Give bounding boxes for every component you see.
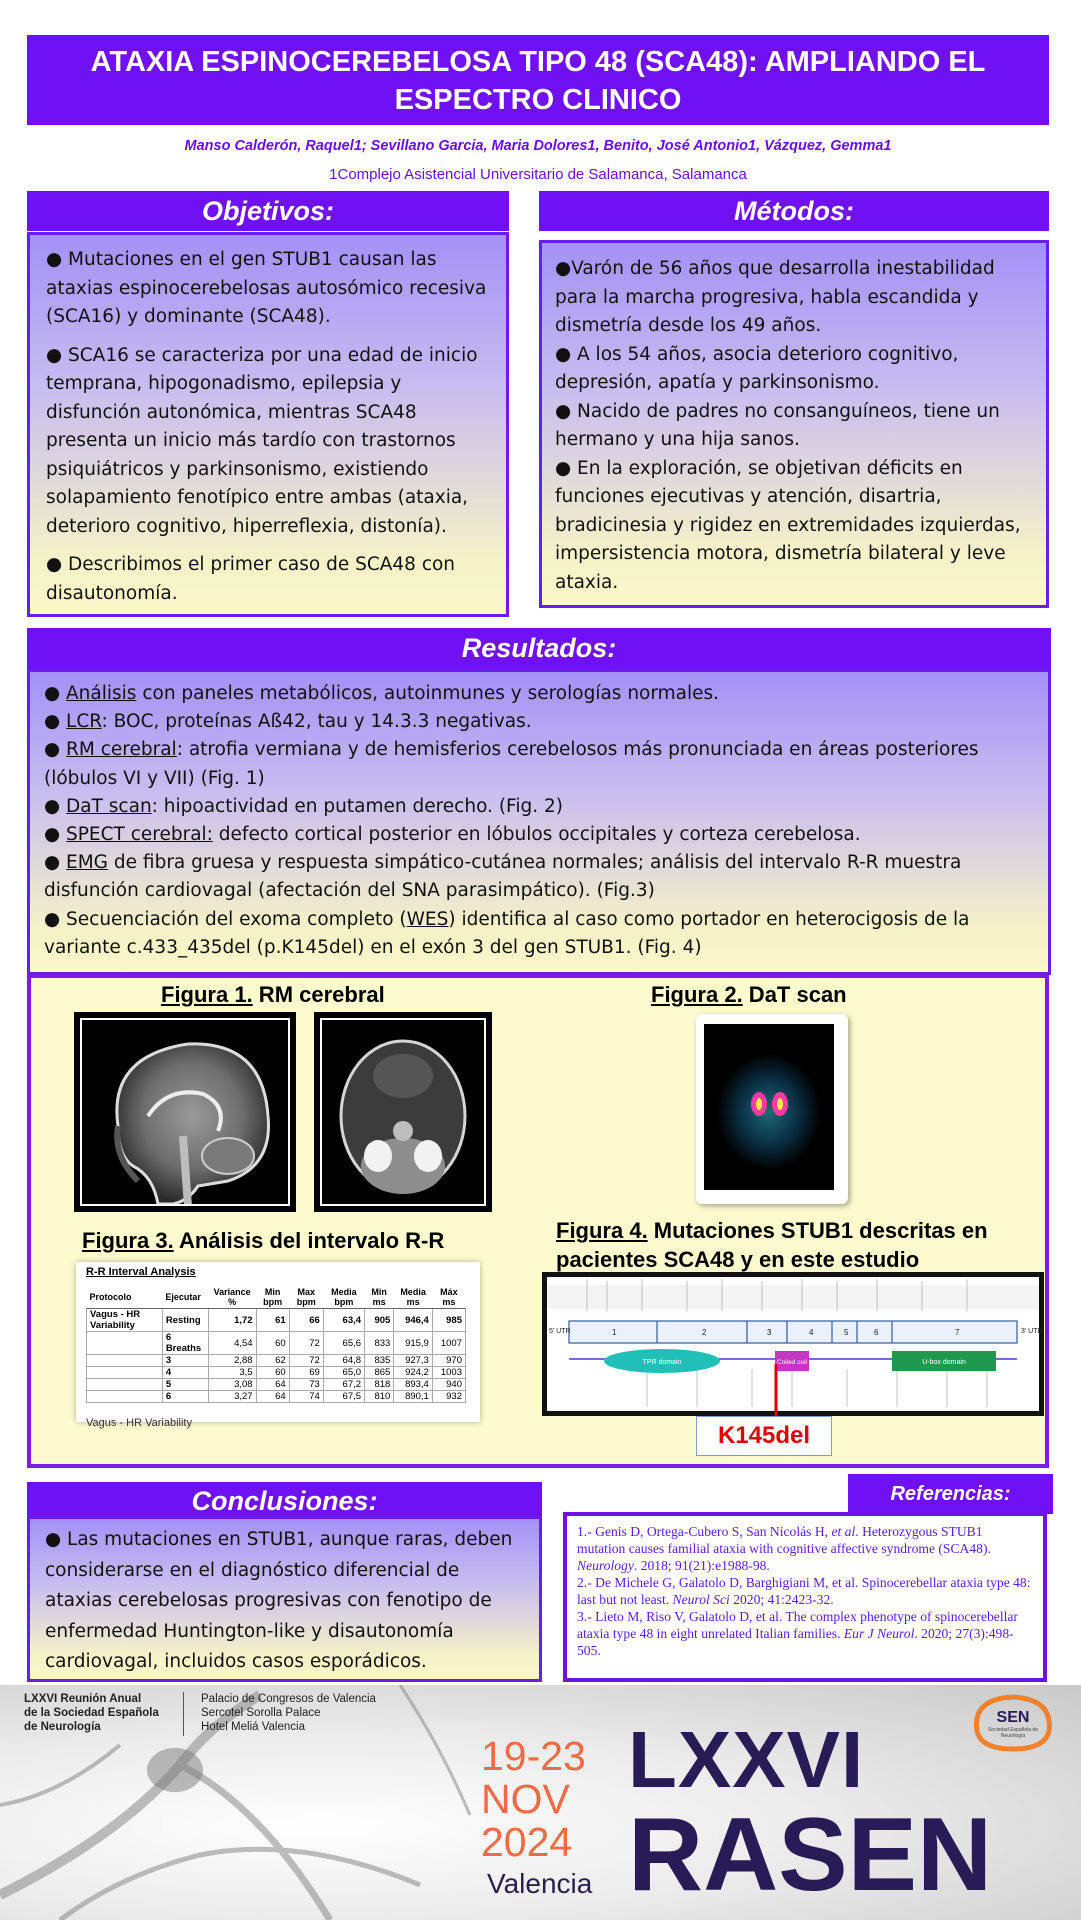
referencias-panel: [563, 1512, 1047, 1682]
exon-label: 4: [809, 1328, 814, 1337]
affiliation: 1Complejo Asistencial Universitario de Salamanca, Salamanca: [329, 166, 747, 183]
meeting-city: Valencia: [487, 1868, 593, 1899]
rr-table-cell: 3,5: [208, 1367, 256, 1379]
rr-table-cell: [87, 1391, 163, 1403]
rr-table-cell: 65,0: [323, 1367, 364, 1379]
reference-item: 2.- De Michele G, Galatolo D, Barghigiani M, et al. Spinocerebellar ataxia type 48: last but not least. Neurol Sci 2020; 41:2423-32.: [577, 1575, 1031, 1607]
rr-table-row: [87, 1309, 466, 1332]
resultados-line: ● DaT scan: hipoactividad en putamen derecho. (Fig. 2): [44, 795, 563, 817]
rr-table-cell: 4,54: [208, 1332, 256, 1355]
resultados-line: ● Análisis con paneles metabólicos, autoinmunes y serologías normales.: [44, 683, 720, 704]
rr-table-cell: 3,08: [208, 1379, 256, 1391]
resultados-line: variante c.433_435del (p.K145del) en el exón 3 del gen STUB1. (Fig. 4): [44, 936, 702, 958]
rr-table-cell: 905: [365, 1309, 394, 1332]
sen-logo: SEN Sociedad Española de Neurología: [967, 1691, 1059, 1753]
rr-table-cell: 5: [162, 1379, 208, 1391]
rr-table-cell: 924,2: [394, 1367, 433, 1379]
rr-table-cell: 72: [289, 1355, 323, 1367]
objetivos-item: ● Mutaciones en el gen STUB1 causan las ataxias espinocerebelosas autosómico recesiva (SCA16) y dominante (SCA48).: [46, 249, 487, 327]
rr-table-cell: 927,3: [394, 1355, 433, 1367]
rr-table-header: Protocolo: [87, 1286, 163, 1309]
utr5-label: 5' UTR: [549, 1328, 571, 1335]
objetivos-item: ● Describimos el primer caso de SCA48 con disautonomía.: [46, 554, 456, 604]
rr-table-cell: 66: [289, 1309, 323, 1332]
exon-label: 2: [702, 1328, 707, 1337]
coiled-coil-label: Coiled coil: [777, 1359, 807, 1366]
rr-table-cell: 915,9: [394, 1332, 433, 1355]
rr-table-cell: 3: [162, 1355, 208, 1367]
metodos-heading: Métodos:: [539, 191, 1049, 231]
exon-label: 6: [874, 1328, 879, 1337]
figures-panel: [27, 974, 1049, 1468]
rr-table-cell: 1003: [432, 1367, 465, 1379]
metodos-panel: [539, 240, 1049, 608]
rr-table-cell: 73: [289, 1379, 323, 1391]
rr-table-row: [87, 1379, 466, 1391]
objetivos-item: ● SCA16 se caracteriza por una edad de inicio temprana, hipogonadismo, epilepsia y disfunción autonómica, mientras SCA48 presenta un inicio más tardío con trastornos psiquiátricos y parkinsonismo, existiendo solapamiento fenotípico entre ambas (ataxia, deterioro cognitivo, hiperreflexia, distonía).: [46, 344, 478, 537]
rr-interval-table: [76, 1262, 480, 1429]
rr-table-header: Ejecutar: [162, 1286, 208, 1309]
rr-table-cell: 835: [365, 1355, 394, 1367]
rr-table-cell: 60: [256, 1367, 289, 1379]
rr-table-cell: 64,8: [323, 1355, 364, 1367]
conclusiones-panel: [27, 1516, 542, 1682]
rr-table-header: Min bpm: [256, 1286, 289, 1309]
footer-big-roman: LXXVI: [628, 1715, 865, 1804]
rr-table-cell: [87, 1332, 163, 1355]
rr-table-cell: 61: [256, 1309, 289, 1332]
meeting-name: LXXVI Reunión Anual de la Sociedad Española de Neurología: [24, 1693, 159, 1733]
rr-table-cell: 970: [432, 1355, 465, 1367]
exon-label: 1: [612, 1328, 617, 1337]
figure1-caption: Figura 1. RM cerebral: [161, 982, 385, 1007]
referencias-list: [577, 1523, 1033, 1659]
rr-table-cell: Resting: [162, 1309, 208, 1332]
poster-title: ATAXIA ESPINOCEREBELOSA TIPO 48 (SCA48): AMPLIANDO EL ESPECTRO CLINICO: [27, 35, 1049, 125]
rr-table-header: Media bpm: [323, 1286, 364, 1309]
metodos-item: ● Nacido de padres no consanguíneos, tiene un hermano y una hija sanos.: [555, 400, 1000, 450]
resultados-line: disfunción cardiovagal (afectación del SNA parasimpático). (Fig.3): [44, 880, 655, 902]
rr-table-cell: 2,88: [208, 1355, 256, 1367]
ubox-domain-label: U-box domain: [922, 1359, 966, 1366]
rr-table-cell: 64: [256, 1391, 289, 1403]
rr-table-cell: 69: [289, 1367, 323, 1379]
resultados-line: (lóbulos VI y VII) (Fig. 1): [44, 767, 265, 789]
rr-table-cell: 893,4: [394, 1379, 433, 1391]
rr-table-row: [87, 1367, 466, 1379]
reference-item: 1.- Genis D, Ortega-Cubero S, San Nicolás H, et al. Heterozygous STUB1 mutation causes familial ataxia with cognitive affective syndrome (SCA48). Neurology. 2018; 91(21):e1988-98.: [577, 1524, 991, 1573]
rr-table-cell: 985: [432, 1309, 465, 1332]
rr-table-cell: 72: [289, 1332, 323, 1355]
utr3-label: 3' UTR: [1021, 1328, 1043, 1335]
rr-table-cell: 932: [432, 1391, 465, 1403]
rr-table-header: Variance %: [208, 1286, 256, 1309]
resultados-line: ● Secuenciación del exoma completo (WES) identifica al caso como portador en heterocigosis de la: [44, 908, 970, 930]
mutation-label: K145del: [696, 1416, 832, 1456]
rr-table-header: Min ms: [365, 1286, 394, 1309]
rr-table-cell: 1,72: [208, 1309, 256, 1332]
rr-table-row: [87, 1332, 466, 1355]
rr-table-cell: 74: [289, 1391, 323, 1403]
objetivos-panel: [27, 232, 509, 617]
figure4-caption: Figura 4. Mutaciones STUB1 descritas en pacientes SCA48 y en este estudio: [556, 1218, 988, 1272]
footer-big-rasen: RASEN: [628, 1797, 993, 1913]
exon-label: 3: [767, 1328, 772, 1337]
metodos-item: ●Varón de 56 años que desarrolla inestabilidad para la marcha progresiva, habla escandida y dismetría desde los 49 años.: [555, 258, 995, 336]
rr-table-row: [87, 1355, 466, 1367]
rr-table-cell: 946,4: [394, 1309, 433, 1332]
rr-table-cell: 810: [365, 1391, 394, 1403]
rr-table-cell: 63,4: [323, 1309, 364, 1332]
rr-table-cell: [87, 1355, 163, 1367]
rr-table-cell: 60: [256, 1332, 289, 1355]
tpr-domain-label: TPR domain: [642, 1359, 682, 1366]
conclusiones-heading: Conclusiones:: [27, 1482, 542, 1520]
rr-table-header: Max bpm: [289, 1286, 323, 1309]
resultados-line: ● RM cerebral: atrofia vermiana y de hemisferios cerebelosos más pronunciada en áreas posteriores: [44, 739, 979, 761]
objetivos-heading: Objetivos:: [27, 191, 509, 231]
rr-table-cell: 4: [162, 1367, 208, 1379]
rr-table-header: Media ms: [394, 1286, 433, 1309]
reference-item: 3.- Lieto M, Riso V, Galatolo D, et al. The complex phenotype of spinocerebellar ataxia type 48 in eight unrelated Italian families. Eur J Neurol. 2020; 27(3):498-505.: [577, 1609, 1018, 1658]
rr-table-cell: Vagus - HR Variability: [87, 1309, 163, 1332]
rr-table-cell: 940: [432, 1379, 465, 1391]
rr-table-cell: 3,27: [208, 1391, 256, 1403]
referencias-heading: Referencias:: [848, 1474, 1053, 1514]
rr-table-cell: [87, 1379, 163, 1391]
meeting-venues: Palacio de Congresos de Valencia Sercotel Sorolla Palace Hotel Meliá Valencia: [201, 1693, 376, 1733]
rr-table-row: [87, 1391, 466, 1403]
rr-table-title: R-R Interval Analysis: [86, 1266, 196, 1278]
figure3-caption: Figura 3. Análisis del intervalo R-R: [82, 1228, 445, 1253]
rr-table-cell: 1007: [432, 1332, 465, 1355]
resultados-line: ● SPECT cerebral: defecto cortical posterior en lóbulos occipitales y corteza cerebelosa.: [44, 824, 861, 846]
rr-table-cell: 818: [365, 1379, 394, 1391]
rr-table-cell: 865: [365, 1367, 394, 1379]
metodos-item: ● En la exploración, se objetivan déficits en funciones ejecutivas y atención, disartria, bradicinesia y rigidez en extremidades izquierdas, impersistencia motora, dismetría bilateral y leve ataxia.: [555, 457, 1021, 593]
rr-table-header: Máx ms: [432, 1286, 465, 1309]
rr-table-cell: 67,2: [323, 1379, 364, 1391]
footer-divider: [183, 1692, 184, 1736]
footer-banner: [0, 1685, 1081, 1920]
rr-table-cell: [87, 1367, 163, 1379]
rr-table-grid: [86, 1286, 466, 1403]
rr-table-cell: 67,5: [323, 1391, 364, 1403]
resultados-line: ● EMG de fibra gruesa y respuesta simpático-cutánea normales; análisis del intervalo R-R muestra: [44, 852, 962, 874]
resultados-panel: [27, 669, 1051, 975]
rr-table-cell: 890,1: [394, 1391, 433, 1403]
authors: Manso Calderón, Raquel1; Sevillano Garcia, Maria Dolores1, Benito, José Antonio1, Vázquez, Gemma1: [184, 138, 892, 154]
rr-table-cell: 62: [256, 1355, 289, 1367]
resultados-lines: [44, 680, 1038, 962]
exon-label: 7: [955, 1328, 960, 1337]
resultados-line: ● LCR: BOC, proteínas Aß42, tau y 14.3.3 negativas.: [44, 711, 532, 733]
metodos-item: ● A los 54 años, asocia deterioro cognitivo, depresión, apatía y parkinsonismo.: [555, 343, 959, 393]
figure2-caption: Figura 2. DaT scan: [651, 982, 847, 1007]
conclusiones-text: ● Las mutaciones en STUB1, aunque raras, deben considerarse en el diagnóstico diferencial de ataxias cerebelosas progresivas con fenotipo de enfermedad Huntington-like y disautonomía cardiovagal, incluidos casos esporádicos.: [45, 1529, 513, 1672]
mri-sagittal-image: [74, 1012, 296, 1212]
meeting-dates: 19-23 NOV 2024: [481, 1733, 586, 1865]
rr-table-cell: 833: [365, 1332, 394, 1355]
rr-table-cell: 64: [256, 1379, 289, 1391]
stub1-gene-diagram: [542, 1272, 1044, 1416]
mri-axial-image: [314, 1012, 492, 1212]
exon-label: 5: [844, 1328, 849, 1337]
rr-table-footer: Vagus - HR Variability: [86, 1417, 192, 1429]
rr-table-cell: 6 Breaths: [162, 1332, 208, 1355]
dat-scan-image: [696, 1014, 848, 1204]
resultados-heading: Resultados:: [27, 628, 1051, 669]
rr-table-cell: 65,6: [323, 1332, 364, 1355]
rr-table-cell: 6: [162, 1391, 208, 1403]
